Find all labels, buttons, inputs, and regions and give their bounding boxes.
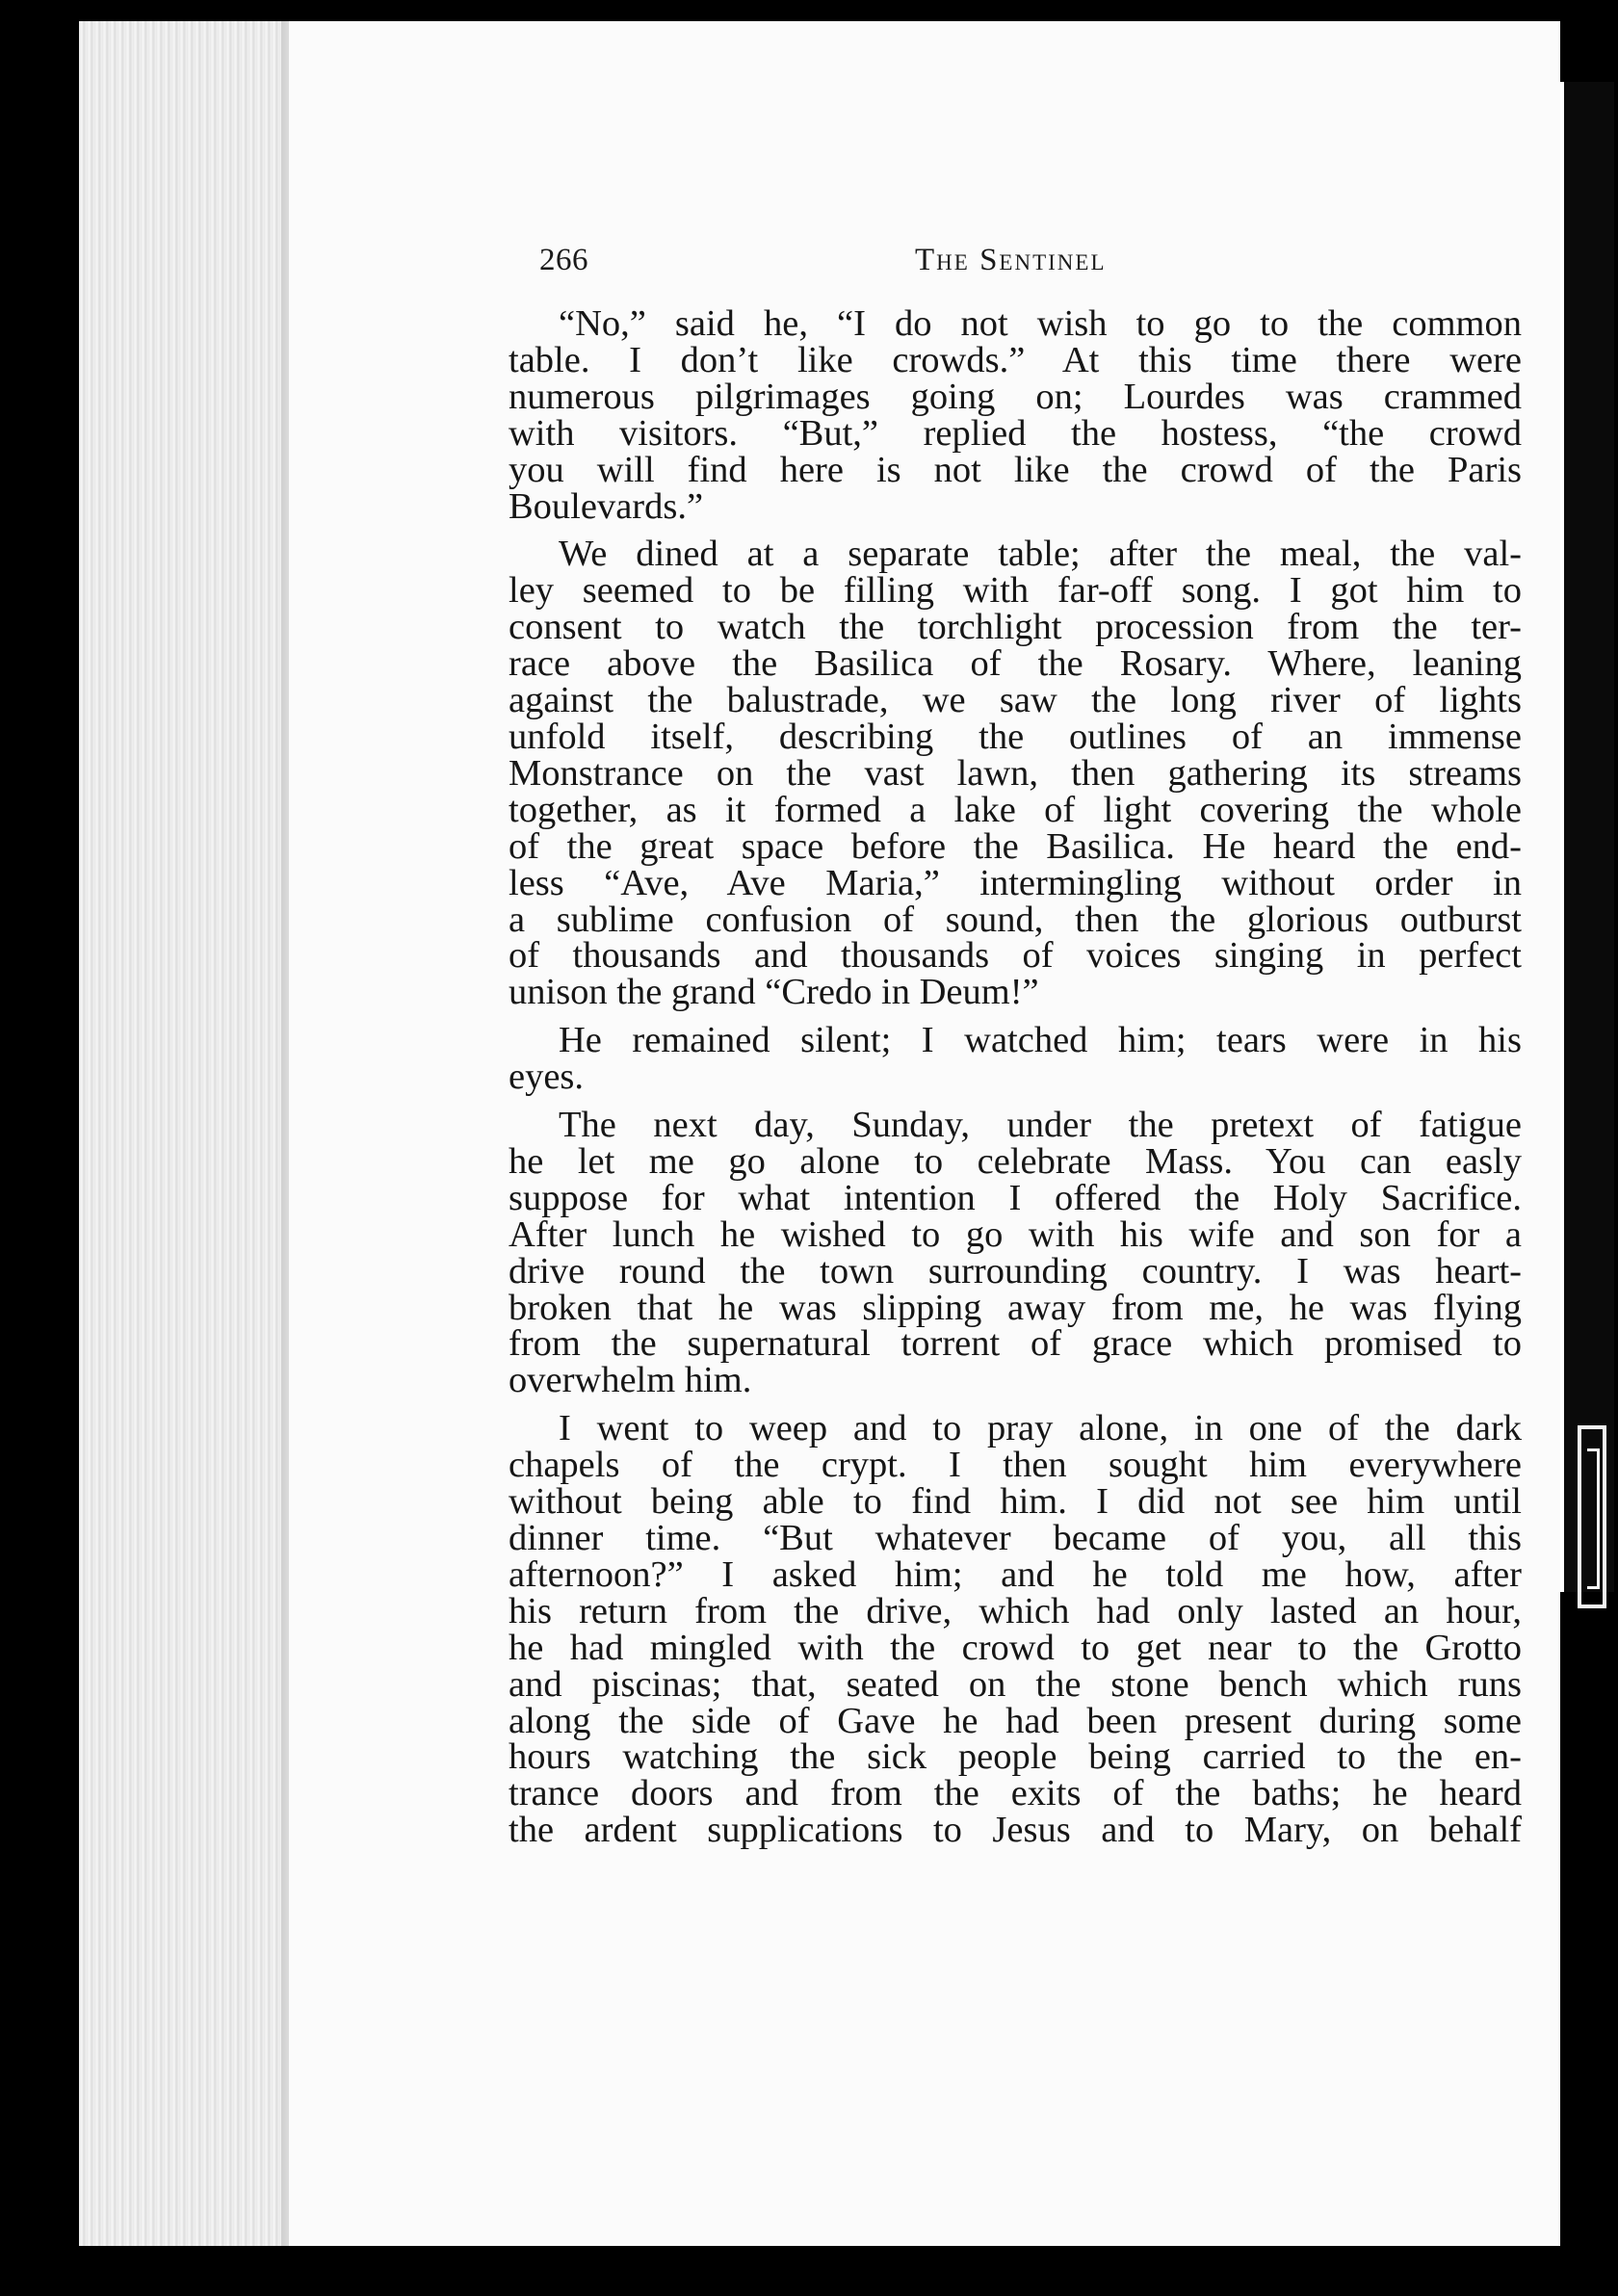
text-line: ley seemed to be filling with far-off song. I got him to xyxy=(509,570,1522,612)
text-line: unfold itself, describing the outlines of an immense xyxy=(509,716,1522,757)
text-line: together, as it formed a lake of light covering the whole xyxy=(509,789,1522,830)
decorative-border-ornament xyxy=(1578,1425,1606,1608)
text-line: and piscinas; that, seated on the stone bench which runs xyxy=(509,1663,1522,1705)
text-line: We dined at a separate table; after the meal, the val- xyxy=(559,534,1522,575)
text-line: against the balustrade, we saw the long river of lights xyxy=(509,680,1522,721)
text-line: less “Ave, Ave Maria,” intermingling without order in xyxy=(509,862,1522,903)
ornament-inner-line xyxy=(1587,1448,1600,1589)
text-line: of thousands and thousands of voices singing in perfect xyxy=(509,935,1522,977)
text-line: He remained silent; I watched him; tears were in his xyxy=(559,1020,1522,1061)
paragraph xyxy=(509,1408,1522,1851)
text-line: he let me go alone to celebrate Mass. You can easly xyxy=(509,1140,1522,1182)
text-line: with visitors. “But,” replied the hostess, “the crowd xyxy=(509,412,1522,454)
paragraph xyxy=(509,536,1522,1011)
text-line: numerous pilgrimages going on; Lourdes was crammed xyxy=(509,376,1522,417)
facing-page-border xyxy=(1560,82,1614,1592)
journal-title: The Sentinel xyxy=(915,243,1107,277)
paragraph xyxy=(509,303,1522,527)
text-line: After lunch he wished to go with his wife and son for a xyxy=(509,1213,1522,1255)
text-line: afternoon?” I asked him; and he told me how, after xyxy=(509,1553,1522,1595)
text-line: drive round the town surrounding country. I was heart- xyxy=(509,1250,1522,1292)
text-line: broken that he was slipping away from me, he was flying xyxy=(509,1287,1522,1328)
running-head xyxy=(539,243,1522,281)
book-page-edges xyxy=(79,21,310,2246)
text-line: dinner time. “But whatever became of you, all this xyxy=(509,1518,1522,1558)
body-text xyxy=(509,303,1522,1861)
text-line: Boulevards.” xyxy=(509,485,704,527)
text-line: I went to weep and to pray alone, in one of the dark xyxy=(559,1408,1522,1449)
text-line: of the great space before the Basilica. He heard the end- xyxy=(509,825,1522,867)
text-line: chapels of the crypt. I then sought him everywhere xyxy=(509,1445,1522,1486)
text-line: you will find here is not like the crowd of the Paris xyxy=(509,449,1522,490)
text-line: his return from the drive, which had only lasted an hour, xyxy=(509,1590,1522,1631)
text-line: unison the grand “Credo in Deum!” xyxy=(509,972,1039,1013)
text-line: hours watching the sick people being carried to the en- xyxy=(509,1736,1522,1778)
page-number: 266 xyxy=(539,243,588,277)
text-line: he had mingled with the crowd to get near to the Grotto xyxy=(509,1627,1522,1668)
text-line: race above the Basilica of the Rosary. Where, leaning xyxy=(509,643,1522,685)
text-line: without being able to find him. I did not see him until xyxy=(509,1481,1522,1523)
text-line: a sublime confusion of sound, then the glorious outburst xyxy=(509,899,1522,940)
text-line: The next day, Sunday, under the pretext of fatigue xyxy=(559,1105,1522,1146)
text-line: from the supernatural torrent of grace which promised to xyxy=(509,1323,1522,1365)
text-line: overwhelm him. xyxy=(509,1360,752,1401)
text-line: trance doors and from the exits of the baths; he heard xyxy=(509,1773,1522,1814)
text-line: “No,” said he, “I do not wish to go to the common xyxy=(559,303,1522,344)
text-line: table. I don’t like crowds.” At this time there were xyxy=(509,339,1522,380)
text-line: consent to watch the torchlight procession from the ter- xyxy=(509,607,1522,648)
text-line: along the side of Gave he had been present during some xyxy=(509,1700,1522,1741)
text-line: suppose for what intention I offered the Holy Sacrifice. xyxy=(509,1177,1522,1218)
paragraph xyxy=(509,1020,1522,1098)
paragraph xyxy=(509,1105,1522,1401)
text-line: eyes. xyxy=(509,1057,585,1098)
text-line: Monstrance on the vast lawn, then gathering its streams xyxy=(509,752,1522,794)
text-line: the ardent supplications to Jesus and to Mary, on behalf xyxy=(509,1810,1522,1851)
